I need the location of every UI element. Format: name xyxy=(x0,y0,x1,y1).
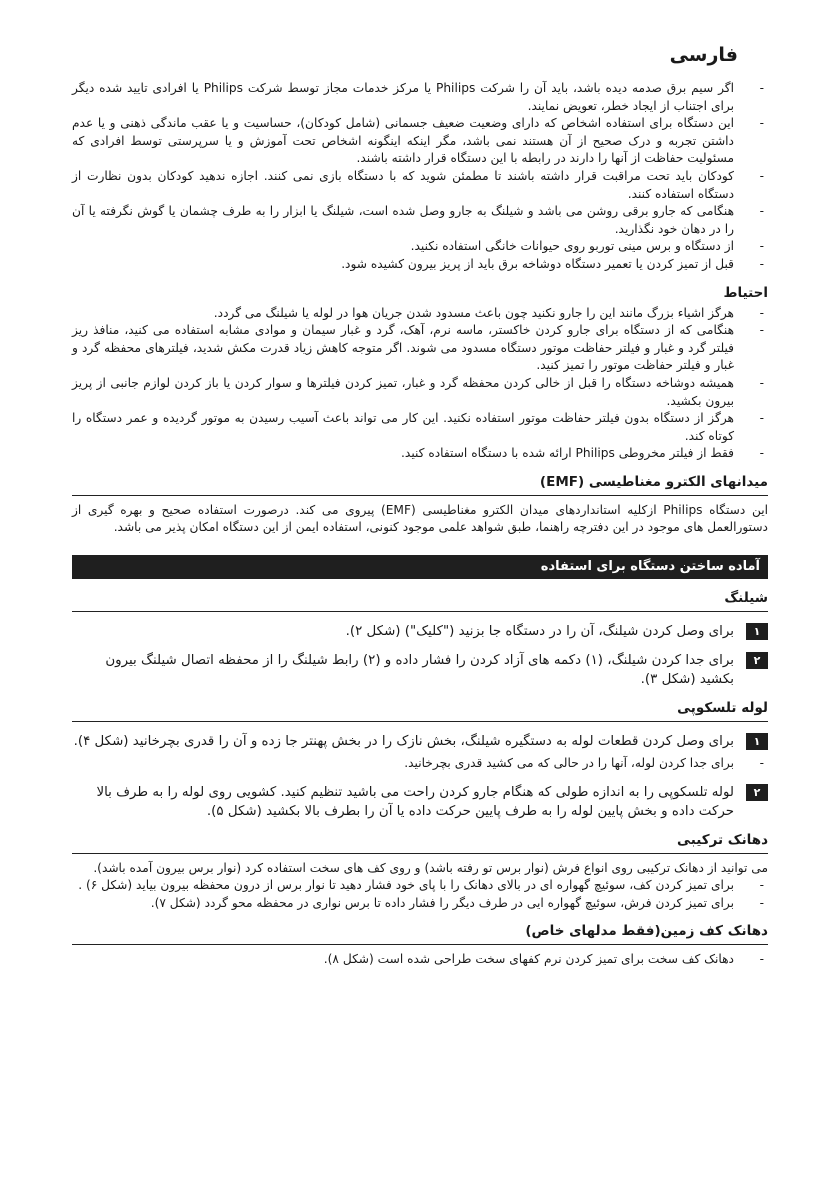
caution-item: - هرگز اشیاء بزرگ مانند این را جارو نکنید چون باعث مسدود شدن جریان هوا در لوله یا شیلنگ می گردد. xyxy=(72,305,768,323)
safety-list xyxy=(72,80,768,274)
step-number-badge: ۱ xyxy=(746,623,768,640)
safety-item: - این دستگاه برای استفاده اشخاص که دارای وضعیت ضعیف جسمانی (شامل کودکان)، حساسیت و یا عقب ماندگی ذهنی و یا عدم داشتن تجربه و درک صحیح از آن هستند نمی باشد، مگر اینکه اینگونه اشخاص تحت آموزش و یا سرپرستی توسط افرادی که مسئولیت حفاظت از آنها را دارند در رابطه با این دستگاه قرار داشته باشند. xyxy=(72,115,768,168)
combi-nozzle-heading: دهانک ترکیبی xyxy=(72,831,768,854)
section-band-preparing: آماده ساختن دستگاه برای استفاده xyxy=(72,555,768,579)
caution-item: - هرگز از دستگاه بدون فیلتر حفاظت موتور استفاده نکنید. این کار می تواند باعث آسیب رسیدن به موتور گردیده و عمر دستگاه را کوتاه کند. xyxy=(72,410,768,445)
hose-step-1 xyxy=(72,622,768,641)
combi-nozzle-paragraph: می توانید از دهانک ترکیبی روی انواع فرش (نوار برس تو رفته باشد) و روی کف های سخت استفاده کرد (نوار برس بیرون آمده باشد). xyxy=(93,860,768,875)
caution-heading: احتیاط xyxy=(723,284,768,301)
tube-step-1 xyxy=(72,732,768,751)
safety-item: - اگر سیم برق صدمه دیده باشد، باید آن را شرکت Philips یا مرکز خدمات مجاز توسط شرکت Philips یا افرادی تایید شده دیگر برای اجتناب از ایجاد خطر، تعویض نمایند. xyxy=(72,80,768,115)
hose-heading: شیلنگ xyxy=(72,589,768,612)
safety-item: - از دستگاه و برس مینی توربو روی حیوانات خانگی استفاده نکنید. xyxy=(72,238,768,256)
hose-step-2 xyxy=(72,651,768,689)
tube-step-2 xyxy=(72,783,768,821)
step-text: برای جدا کردن شیلنگ، (۱) دکمه های آزاد کردن را فشار داده و (۲) رابط شیلنگ را از محفظه اتصال شیلنگ بیرون بکشید (شکل ۳). xyxy=(105,653,734,688)
safety-item: - قبل از تمیز کردن یا تعمیر دستگاه دوشاخه برق باید از پریز بیرون کشیده شود. xyxy=(72,256,768,274)
step-text: لوله تلسکوپی را به اندازه طولی که هنگام جارو کردن راحت می باشید تنظیم کنید. کشویی روی لوله را به طرف بالا حرکت داده و بخش پایین لوله را به طرف پایین حرکت داده یا آن را بطرف بالا بکشید (شکل ۵). xyxy=(96,784,734,819)
caution-item: - همیشه دوشاخه دستگاه را قبل از خالی کردن محفظه گرد و غبار، تمیز کردن فیلترها و سوار کردن یا باز کردن لوازم جانبی از پریز بیرون بکشید. xyxy=(72,375,768,410)
safety-item: - کودکان باید تحت مراقبت قرار داشته باشند تا مطمئن شوید که با دستگاه بازی نمی کنند. اجازه ندهید کودکان بدون نظارت از دستگاه استفاده کنند. xyxy=(72,168,768,203)
emf-paragraph: این دستگاه Philips ازکلیه استانداردهای میدان الکترو مغناطیسی (EMF) پیروی می کند. درصورت استفاده صحیح و بهره گیری از دستورالعمل های موجود در این دفترچه راهنما، طبق شواهد علمی موجود کنونی، استفاده ایمن از این دستگاه امکان پذیر می باشد. xyxy=(72,502,768,535)
emf-heading: میدانهای الکترو مغناطیسی (EMF) xyxy=(72,473,768,496)
caution-item: - هنگامی که از دستگاه برای جارو کردن خاکستر، ماسه نرم، آهک، گرد و غبار سیمان و موادی مشابه استفاده می کنید، منافذ ریز فیلتر گرد و غبار و فیلتر حفاظت موتور دستگاه مسدود می شوند. اگر متوجه کاهش زیاد قدرت مکش شدید، فیلترهای محفظه گرد و غبار و فیلتر حفاظت موتور را تمیز کنید. xyxy=(72,322,768,375)
language-title: فارسی xyxy=(669,44,738,66)
step-text: برای وصل کردن شیلنگ، آن را در دستگاه جا بزنید ("کلیک") (شکل ۲). xyxy=(345,624,734,640)
tube-bullet-list xyxy=(72,755,768,773)
tube-heading: لوله تلسکوپی xyxy=(72,699,768,722)
combi-nozzle-list xyxy=(72,877,768,912)
caution-item: - فقط از فیلتر مخروطی Philips ارائه شده با دستگاه استفاده کنید. xyxy=(72,445,768,463)
safety-item: - هنگامی که جارو برقی روشن می باشد و شیلنگ به جارو وصل شده است، شیلنگ یا ابزار را به طرف چشمان یا گوش نگرفته یا آن را در دهان خود نگذارید. xyxy=(72,203,768,238)
combi-nozzle-item: - برای تمیز کردن فرش، سوئیچ گهواره ایی در طرف دیگر را فشار داده تا برس نواری در محفظه محو گردد (شکل ۷). xyxy=(72,895,768,913)
hard-floor-nozzle-list xyxy=(72,951,768,969)
tube-bullet: - برای جدا کردن لوله، آنها را در حالی که می کشید قدری بچرخانید. xyxy=(72,755,768,773)
hard-floor-nozzle-heading: دهانک کف زمین(فقط مدلهای خاص) xyxy=(72,922,768,945)
step-text: برای وصل کردن قطعات لوله به دستگیره شیلنگ، بخش نازک را در بخش پهنتر جا زده و آن را قدری بچرخانید (شکل ۴). xyxy=(73,734,734,750)
combi-nozzle-item: - برای تمیز کردن کف، سوئیچ گهواره ای در بالای دهانک را با پای خود فشار دهید تا نوار برس از درون محفظه بیرون بیاید (شکل ۶) . xyxy=(72,877,768,895)
step-number-badge: ۱ xyxy=(746,733,768,750)
hard-floor-nozzle-item: - دهانک کف سخت برای تمیز کردن نرم کفهای سخت طراحی شده است (شکل ۸). xyxy=(72,951,768,969)
caution-list xyxy=(72,305,768,463)
step-number-badge: ۲ xyxy=(746,784,768,801)
step-number-badge: ۲ xyxy=(746,652,768,669)
manual-page xyxy=(72,40,768,969)
